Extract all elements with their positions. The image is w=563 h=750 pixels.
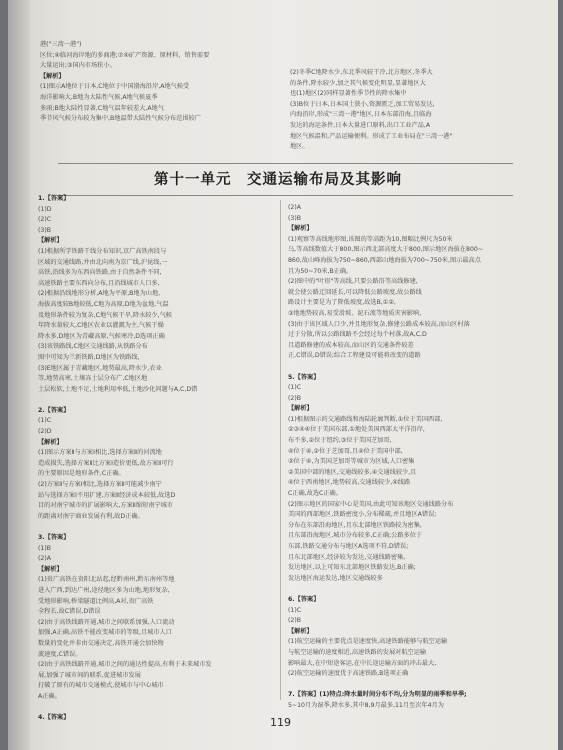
section-label: 4.【答案】 [38,714,70,722]
text-line: 海洋影响大,B地为大陆性气候,A地气候夏季 [40,93,158,101]
text-line: 且为50~70米,B正确。 [288,267,353,275]
text-line: 东部,铁路交通分布与地区A选项不符,D错误; [288,543,409,550]
section-label: 2.【答案】 [38,406,70,414]
text-line: (3)B [288,214,302,222]
text-line: 860,故山峰海拔为750~860,西部山地海拔为700~750米,图示最高点 [288,256,481,264]
text-line: 发达的海运条件,日本大量进口原料,出口工业产品,A [290,121,431,129]
text-line: (2)A [38,555,51,563]
text-line: 美国的西部地区,铁路密度小,分布稀疏,并且地区A错误; [288,511,437,519]
text-line [288,584,528,595]
section-label: 【解析】 [288,405,313,413]
text-line: (2)A [288,204,301,211]
text-line: 站与选择方案Ⅰ不用扩建,方案Ⅱ经济成本较低,故选D [38,491,176,499]
top-right-text-block [290,68,530,153]
text-line: 年降水量较大,C地区农业以灌溉为主,气候干燥 [38,322,164,330]
section-label: 【解析】 [38,237,63,245]
text-line: 等,地势高寒,土壤冻土层分布广,C地区地 [38,375,148,383]
text-line: (2)D [38,428,52,436]
section-label: 5.【答案】 [288,373,320,381]
text-line: 内海沿岸,形成"三湾一港"地区,日本东部沿海,且临海 [290,111,432,119]
text-line: 区位;④临河海岸地的多商港;⑦④矿产资源、原材料、销售需要 [40,51,210,59]
section-label: 【解析】 [288,225,313,233]
text-line: (2)B [288,617,302,625]
text-line [38,395,274,406]
text-line: ④位于④,②位于芝加哥,且④位于美国中部, [288,447,403,455]
column-divider [280,200,281,700]
text-line: (2)方案Ⅱ与方案Ⅰ相比,选择方案Ⅱ可能减少南宁 [38,481,162,489]
text-line: 造成损失,选择方案Ⅱ比方案Ⅰ造价更低,故方案Ⅱ可行 [38,459,174,467]
text-line: (3)由于该区域人口少,并且地形复杂,修建公路成本较高,而山区村落 [288,320,470,328]
text-line: 全程长,故C错误,D错误 [38,608,101,616]
text-line: (2)由于高铁线路开通,城市之间的通达性提高,有利于未来城市发 [38,661,212,669]
text-line: 目的对南宁城市的扩展影响大,方案Ⅱ缩短南宁城市 [38,502,173,510]
text-line: 海拔高度较B地较低,C地为高原,D地为盆地,气温 [38,300,169,308]
text-line: (3)B [38,226,52,234]
text-line: 流速度,C错误。 [38,650,82,658]
text-line: (1)根据图示的交通路线和海陆轮廓判断,①位于美国西部, [288,415,443,423]
text-line: (1)贵广高铁在贵阳北站起,经黔南州,黔东南州等地 [38,576,175,584]
text-line: 土层松软,土地不足,土地利用率低,土地沙化问题与A,C,D错 [38,385,198,393]
section-label: 【解析】 [38,438,63,446]
text-line: ②③④④位于美国东部,①地处美国西部太平洋沿岸, [288,426,425,434]
text-line: 图中可知为兰新铁路,D地区为铁路线, [38,353,140,361]
text-line: ③地地势较高,易受滑坡、泥石流等地质灾害影响, [288,309,422,317]
text-line: (3)B位于日本,日本国土狭小,资源匮乏,加工贸易发达, [290,100,435,108]
text-line: (1)B [38,544,52,552]
text-line: 进入广西,到达广州,途径地区多为山地,地形复杂, [38,586,170,594]
text-line: 正,C错误,D错误;综合工程建设可能将改变的道路 [288,352,421,360]
section-label: 6.【答案】 [288,595,320,603]
text-line: 与航空运输的速度相近,高速铁路的发展对航空运输 [288,648,427,656]
text-line: C正确,故选C正确。 [288,490,342,498]
text-line: 大量运出;③国内市场狭小。 [40,62,116,70]
text-line: 且东北部地区,经济较为发达,交通线路密集, [288,553,406,561]
unit-title: 第十一单元 交通运输布局及其影响 [154,171,402,188]
text-line: (1)C [288,606,302,614]
section-label: 【解析】 [288,627,313,635]
text-line: 影响最大,在中短途客运,在中长途运输方面的冲击最大, [288,659,437,667]
text-line: 的主要原因是地形条件,C正确。 [38,470,125,478]
text-line: A正确。 [38,692,61,700]
text-line [38,703,274,714]
text-line: 港("三湾一港") [40,41,82,48]
page-number: 119 [270,716,291,729]
text-line: 且东部沿海地区,城市分布较多,C正确;公路多位于 [288,532,423,540]
text-line: (2)航空运输的速度优于高速铁路,B选项正确 [288,670,409,678]
text-line: 降水多,D地区为青藏高原,气候寒冷,D选项正确 [38,332,165,340]
text-line: 也(1)地区(2)同样显著性季节性的降水集中 [290,90,407,98]
text-line: (2)B [288,394,302,402]
text-line: 的条件,降水较少,加之其气候变化明显,显著地区大 [290,79,426,87]
text-line: 5~10月为湿季,降水多,其中8,9月最多,11月至次年4月为 [288,701,444,709]
text-line: 高速铁路主要东西向分布,且沿线城市人口多, [38,279,160,287]
text-line: 路设计主要是为了降低坡度,故选B,①②, [288,299,396,307]
text-line [288,362,528,373]
text-line: (2)图示地区的国家中心是美国,由此可知该地区交通线路分布 [288,500,454,508]
left-answer-column [38,194,274,724]
text-line: 布不多,②位于纽约,③位于美国芝加哥, [288,437,392,445]
text-line: (1)航空运输的主要优点是速度快,高速铁路能够与航空运输 [288,638,448,646]
text-line: 数量的变化并非由交通决定,高铁开通会加快物 [38,639,164,647]
text-line: (1)D [38,205,52,213]
text-line: (1)观察等高线地形图,该图的等高距为10,图幅比例尺为50米 [288,235,453,243]
text-line: (2)C [38,216,52,224]
text-line: (1)C [288,384,302,392]
text-line: ④位于西南地区,地势较高,交通线较少,④线路 [288,479,411,487]
text-line: 及地形条件较为复杂,C地气候干旱,降水较少,气候 [38,311,172,319]
text-line: (2)由于高铁线路开通,城市之间联系加强,人口流动 [38,618,175,626]
text-line: ②位于④,为美国芝加哥等城市为区域,人口密集 [288,458,415,466]
text-line: 发达地区,以上可知东北部地区铁路发达,B正确; [288,564,416,572]
section-label: 7.【答案】(1)特点:降水量时间分布不均,分为明显的雨季和旱季; [288,691,467,699]
text-line: 多雨;B地大陆性显著,C地气温年较差大,A地气 [40,104,165,112]
text-line [288,680,528,691]
text-line: 地区。 [290,143,309,151]
text-line: (1)根据所学铁路干线分布知识,京广高铁南段与 [38,247,167,255]
text-line: 加强,A正确,高铁不能改变城市的等级,且城市人口 [38,629,172,637]
text-line: (2)根据沿线地形分析,A地为平原,B地为山地, [38,290,161,298]
top-left-text-block [40,40,280,125]
book-spine [8,0,30,750]
text-line: ②美国中部的地区,交通线较多,④交通线较少,且 [288,468,417,476]
text-line: 地区气候温和,产品运输便利。形成了工业布局在"三湾一港" [290,132,453,140]
section-label: 3.【答案】 [38,534,70,541]
text-line: 乌,等高线数值大于800,图示西北部高度大于800,图示地区海拔在800~ [288,246,484,254]
text-line: 分布在东部沿海地区,且东北部地区铁路较为密集, [288,521,422,529]
text-line [38,522,274,533]
text-line: 的距离对南宁商业发展有利,故D正确。 [38,512,144,520]
text-line: 发达地区海运发达,地区交通线较多 [288,574,383,582]
text-line: (3)该铁路线,C地区交通线路,从铁路分布 [38,343,148,351]
text-line: 高铁,沿线多为东西向铁路,由于自然条件不同, [38,269,162,277]
section-label: 1.【答案】 [38,195,70,202]
title-rule [58,163,513,164]
text-line: 区域的交通线路,并由北向南为京广线,沪昆线,一 [38,258,168,266]
text-line: (3)E地区属于青藏地区,地势最高,降水少,农业 [38,364,162,372]
text-line: 且道路修建的成本较高,而山区的交通条件较差 [288,341,414,349]
right-answer-column [288,203,528,712]
text-line: 季节风气候分布较为集中,B地温带大陆性气候分布范围较广 [40,115,201,123]
text-line: 展,加强了城市间的联系,促进城市发展 [38,671,141,679]
section-label: 【解析】 [38,565,63,573]
text-line: (1)图示A地位于日本,C地位于中国渤海沿岸,A地气候受 [40,83,190,91]
text-line: (1)C [38,417,52,425]
text-line: (2)冬季C地降水少,东北季风较干冷,北方地区,冬季大 [290,69,433,76]
text-line: 就会使公路迂回延长,可以降低公路坡度,故公路线 [288,288,422,296]
book-page [8,0,558,750]
text-line: 受地形影响,桥梁隧道比例高,A对,贵广高铁 [38,597,154,605]
text-line: 过于分散,所以公路线路不会经过每个村落,故A,C,D [288,331,427,339]
text-line: (1)图示方案Ⅱ与方案Ⅰ相比,选择方案Ⅱ的河流地 [38,449,162,457]
text-line: (2)图中的"叶形"等高线,只要公路沿等高线修建, [288,278,418,286]
text-line: 打破了原有的城市交通模式,使城市与中心城市 [38,682,164,690]
text-line: 【解析】 [40,72,65,80]
